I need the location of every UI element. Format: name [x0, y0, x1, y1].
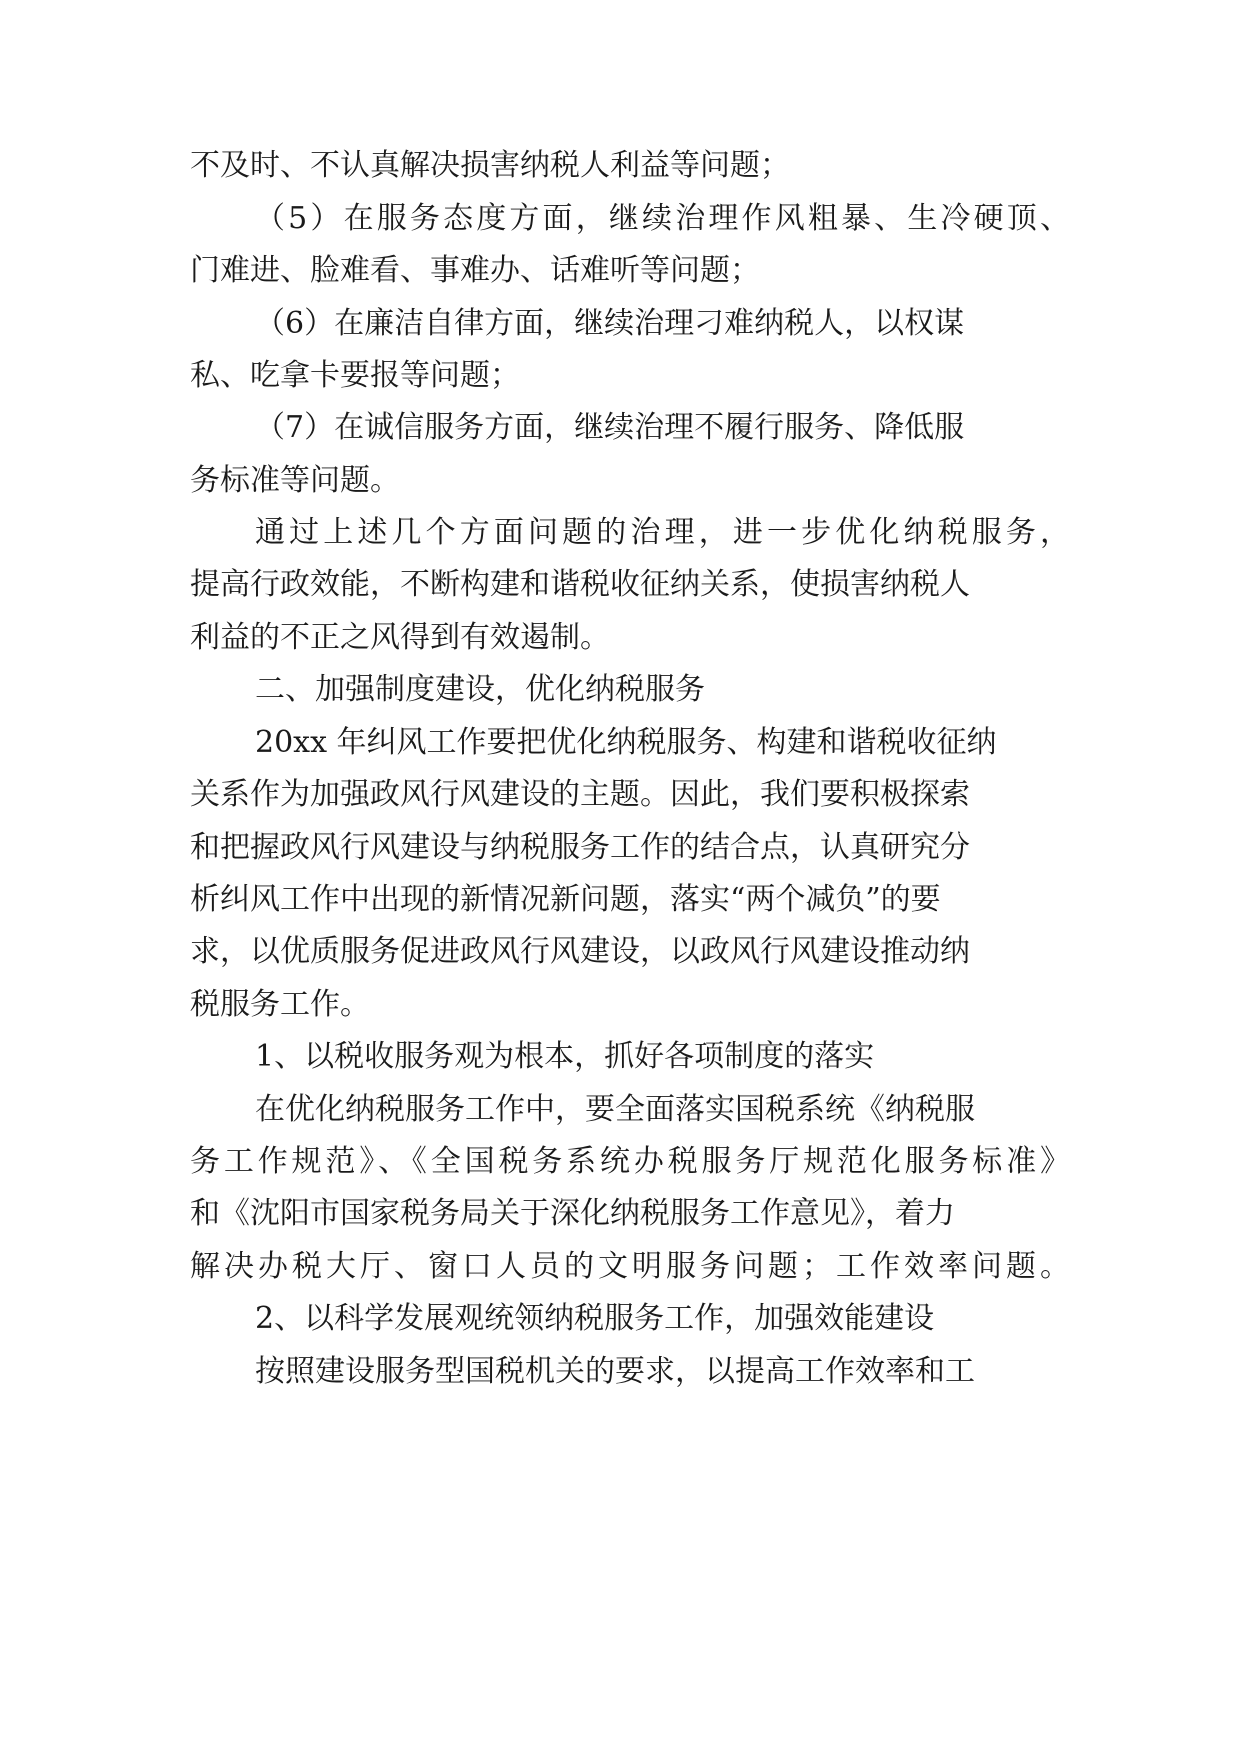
paragraph-line: 务工作规范》、《全国税务系统办税服务厅规范化服务标准》	[190, 1144, 1070, 1179]
subsection-heading: 1、以税收服务观为根本，抓好各项制度的落实	[255, 1039, 875, 1074]
paragraph-line: 按照建设服务型国税机关的要求，以提高工作效率和工	[255, 1354, 975, 1389]
list-item-6: （6）在廉洁自律方面，继续治理刁难纳税人，以权谋	[255, 306, 965, 341]
paragraph-line: 税服务工作。	[190, 987, 370, 1022]
paragraph-line: 求，以优质服务促进政风行风建设，以政风行风建设推动纳	[190, 934, 970, 969]
paragraph-line: 和把握政风行风建设与纳税服务工作的结合点，认真研究分	[190, 830, 970, 865]
paragraph-line: 解决办税大厅、窗口人员的文明服务问题；工作效率问题。	[190, 1249, 1070, 1284]
list-item-7: （7）在诚信服务方面，继续治理不履行服务、降低服	[255, 410, 965, 445]
section-heading: 二、加强制度建设，优化纳税服务	[255, 672, 705, 707]
paragraph-line: 关系作为加强政风行风建设的主题。因此，我们要积极探索	[190, 777, 970, 812]
paragraph-line: 通过上述几个方面问题的治理，进一步优化纳税服务，	[255, 515, 1070, 550]
paragraph-line: 在优化纳税服务工作中，要全面落实国税系统《纳税服	[255, 1092, 975, 1127]
paragraph-line: 20xx 年纠风工作要把优化纳税服务、构建和谐税收征纳	[255, 725, 997, 760]
paragraph-line: 和《沈阳市国家税务局关于深化纳税服务工作意见》，着力	[190, 1196, 955, 1231]
subsection-heading: 2、以科学发展观统领纳税服务工作，加强效能建设	[255, 1301, 935, 1336]
paragraph-line: 提高行政效能，不断构建和谐税收征纳关系，使损害纳税人	[190, 567, 970, 602]
text-line: 务标准等问题。	[190, 463, 400, 498]
text-line: 私、吃拿卡要报等问题；	[190, 358, 520, 393]
list-item-5: （5）在服务态度方面，继续治理作风粗暴、生冷硬顶、	[255, 201, 1070, 236]
paragraph-line: 利益的不正之风得到有效遏制。	[190, 620, 610, 655]
text-line: 不及时、不认真解决损害纳税人利益等问题；	[190, 148, 790, 183]
paragraph-line: 析纠风工作中出现的新情况新问题，落实“两个减负”的要	[190, 882, 941, 917]
text-line: 门难进、脸难看、事难办、话难听等问题；	[190, 253, 760, 288]
